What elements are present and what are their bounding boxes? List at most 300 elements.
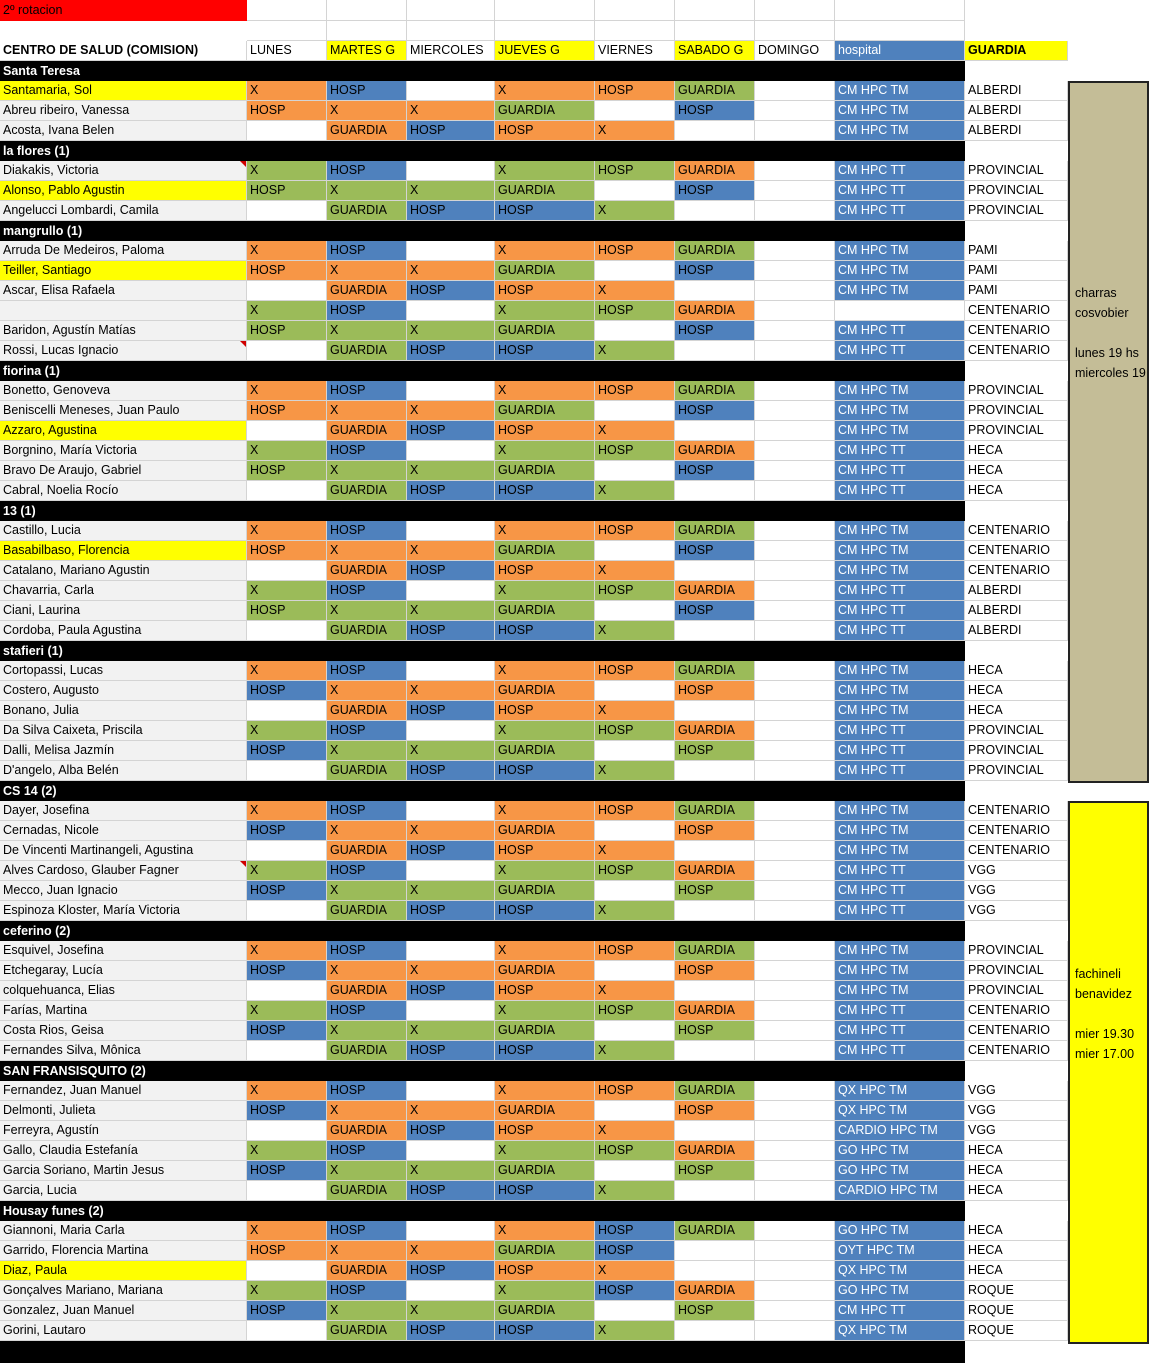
- day-cell-jueves[interactable]: [495, 1001, 595, 1021]
- day-cell-jueves[interactable]: [495, 441, 595, 461]
- guardia-cell[interactable]: [965, 721, 1068, 741]
- guardia-cell[interactable]: [965, 81, 1068, 101]
- day-cell-miercoles[interactable]: [407, 1101, 495, 1121]
- day-cell-domingo[interactable]: [755, 241, 835, 261]
- day-cell-sabado[interactable]: [675, 301, 755, 321]
- day-cell-jueves[interactable]: [495, 1121, 595, 1141]
- day-cell-jueves[interactable]: [495, 581, 595, 601]
- day-cell-jueves[interactable]: [495, 301, 595, 321]
- day-cell-viernes[interactable]: [595, 941, 675, 961]
- day-cell-jueves[interactable]: [495, 861, 595, 881]
- day-cell-domingo[interactable]: [755, 1161, 835, 1181]
- guardia-cell[interactable]: [965, 681, 1068, 701]
- day-cell-lunes[interactable]: [247, 681, 327, 701]
- day-cell-miercoles[interactable]: [407, 421, 495, 441]
- day-cell-domingo[interactable]: [755, 901, 835, 921]
- day-cell-miercoles[interactable]: [407, 381, 495, 401]
- empty-cell[interactable]: [495, 0, 595, 21]
- day-cell-miercoles[interactable]: [407, 881, 495, 901]
- hospital-cell[interactable]: [835, 1181, 965, 1201]
- section-header[interactable]: [0, 1341, 965, 1363]
- day-cell-lunes[interactable]: [247, 1241, 327, 1261]
- name-cell[interactable]: [0, 961, 247, 981]
- hospital-cell[interactable]: [835, 861, 965, 881]
- name-cell[interactable]: [0, 381, 247, 401]
- day-cell-jueves[interactable]: [495, 981, 595, 1001]
- day-cell-viernes[interactable]: [595, 661, 675, 681]
- day-cell-lunes[interactable]: [247, 561, 327, 581]
- header-centro[interactable]: [0, 41, 247, 61]
- guardia-cell[interactable]: [965, 441, 1068, 461]
- day-cell-domingo[interactable]: [755, 1021, 835, 1041]
- hospital-cell[interactable]: [835, 261, 965, 281]
- day-cell-miercoles[interactable]: [407, 121, 495, 141]
- day-cell-lunes[interactable]: [247, 1021, 327, 1041]
- empty-cell[interactable]: [247, 0, 327, 21]
- day-cell-viernes[interactable]: [595, 321, 675, 341]
- day-cell-domingo[interactable]: [755, 181, 835, 201]
- hospital-cell[interactable]: [835, 661, 965, 681]
- day-cell-jueves[interactable]: [495, 281, 595, 301]
- day-cell-sabado[interactable]: [675, 1221, 755, 1241]
- hospital-cell[interactable]: [835, 621, 965, 641]
- day-cell-domingo[interactable]: [755, 861, 835, 881]
- day-cell-miercoles[interactable]: [407, 561, 495, 581]
- hospital-cell[interactable]: [835, 541, 965, 561]
- day-cell-miercoles[interactable]: [407, 961, 495, 981]
- day-cell-martes[interactable]: [327, 741, 407, 761]
- hospital-cell[interactable]: [835, 721, 965, 741]
- day-cell-martes[interactable]: [327, 1241, 407, 1261]
- day-cell-domingo[interactable]: [755, 701, 835, 721]
- name-cell[interactable]: [0, 941, 247, 961]
- day-cell-jueves[interactable]: [495, 681, 595, 701]
- guardia-cell[interactable]: [965, 761, 1068, 781]
- day-cell-viernes[interactable]: [595, 181, 675, 201]
- hospital-cell[interactable]: [835, 241, 965, 261]
- day-cell-jueves[interactable]: [495, 701, 595, 721]
- day-cell-martes[interactable]: [327, 601, 407, 621]
- hospital-cell[interactable]: [835, 321, 965, 341]
- day-cell-jueves[interactable]: [495, 1301, 595, 1321]
- day-cell-martes[interactable]: [327, 581, 407, 601]
- guardia-cell[interactable]: [965, 541, 1068, 561]
- guardia-cell[interactable]: [965, 601, 1068, 621]
- name-cell[interactable]: [0, 621, 247, 641]
- day-cell-miercoles[interactable]: [407, 981, 495, 1001]
- hospital-cell[interactable]: [835, 481, 965, 501]
- day-cell-jueves[interactable]: [495, 321, 595, 341]
- name-cell[interactable]: [0, 1101, 247, 1121]
- day-cell-miercoles[interactable]: [407, 661, 495, 681]
- day-cell-martes[interactable]: [327, 521, 407, 541]
- day-cell-domingo[interactable]: [755, 1241, 835, 1261]
- day-cell-martes[interactable]: [327, 201, 407, 221]
- day-cell-martes[interactable]: [327, 1081, 407, 1101]
- day-cell-sabado[interactable]: [675, 121, 755, 141]
- header-viernes[interactable]: [595, 41, 675, 61]
- day-cell-miercoles[interactable]: [407, 861, 495, 881]
- day-cell-domingo[interactable]: [755, 281, 835, 301]
- day-cell-sabado[interactable]: [675, 241, 755, 261]
- day-cell-viernes[interactable]: [595, 401, 675, 421]
- day-cell-viernes[interactable]: [595, 1001, 675, 1021]
- guardia-cell[interactable]: [965, 101, 1068, 121]
- guardia-cell[interactable]: [965, 241, 1068, 261]
- guardia-cell[interactable]: [965, 901, 1068, 921]
- hospital-cell[interactable]: [835, 161, 965, 181]
- day-cell-jueves[interactable]: [495, 101, 595, 121]
- day-cell-sabado[interactable]: [675, 1181, 755, 1201]
- empty-cell[interactable]: [327, 21, 407, 41]
- day-cell-lunes[interactable]: [247, 941, 327, 961]
- hospital-cell[interactable]: [835, 941, 965, 961]
- day-cell-sabado[interactable]: [675, 281, 755, 301]
- name-cell[interactable]: [0, 301, 247, 321]
- day-cell-lunes[interactable]: [247, 1081, 327, 1101]
- day-cell-martes[interactable]: [327, 621, 407, 641]
- day-cell-domingo[interactable]: [755, 261, 835, 281]
- day-cell-jueves[interactable]: [495, 541, 595, 561]
- hospital-cell[interactable]: [835, 1121, 965, 1141]
- day-cell-lunes[interactable]: [247, 441, 327, 461]
- day-cell-miercoles[interactable]: [407, 941, 495, 961]
- hospital-cell[interactable]: [835, 761, 965, 781]
- day-cell-lunes[interactable]: [247, 1321, 327, 1341]
- day-cell-lunes[interactable]: [247, 1001, 327, 1021]
- day-cell-sabado[interactable]: [675, 1101, 755, 1121]
- hospital-cell[interactable]: [835, 1101, 965, 1121]
- section-header[interactable]: [0, 641, 965, 661]
- name-cell[interactable]: [0, 1181, 247, 1201]
- name-cell[interactable]: [0, 201, 247, 221]
- day-cell-miercoles[interactable]: [407, 1041, 495, 1061]
- day-cell-martes[interactable]: [327, 1001, 407, 1021]
- day-cell-martes[interactable]: [327, 701, 407, 721]
- hospital-cell[interactable]: [835, 821, 965, 841]
- day-cell-viernes[interactable]: [595, 601, 675, 621]
- day-cell-sabado[interactable]: [675, 261, 755, 281]
- day-cell-lunes[interactable]: [247, 181, 327, 201]
- day-cell-miercoles[interactable]: [407, 441, 495, 461]
- hospital-cell[interactable]: [835, 1321, 965, 1341]
- guardia-cell[interactable]: [965, 561, 1068, 581]
- day-cell-viernes[interactable]: [595, 761, 675, 781]
- day-cell-miercoles[interactable]: [407, 281, 495, 301]
- day-cell-sabado[interactable]: [675, 421, 755, 441]
- day-cell-miercoles[interactable]: [407, 1261, 495, 1281]
- day-cell-jueves[interactable]: [495, 721, 595, 741]
- day-cell-sabado[interactable]: [675, 1141, 755, 1161]
- day-cell-miercoles[interactable]: [407, 461, 495, 481]
- guardia-cell[interactable]: [965, 621, 1068, 641]
- comment-flag-icon[interactable]: [240, 341, 246, 347]
- day-cell-sabado[interactable]: [675, 981, 755, 1001]
- name-cell[interactable]: [0, 681, 247, 701]
- day-cell-sabado[interactable]: [675, 761, 755, 781]
- day-cell-lunes[interactable]: [247, 281, 327, 301]
- day-cell-sabado[interactable]: [675, 101, 755, 121]
- guardia-cell[interactable]: [965, 661, 1068, 681]
- day-cell-domingo[interactable]: [755, 1101, 835, 1121]
- guardia-cell[interactable]: [965, 201, 1068, 221]
- name-cell[interactable]: [0, 281, 247, 301]
- day-cell-miercoles[interactable]: [407, 341, 495, 361]
- header-jueves[interactable]: [495, 41, 595, 61]
- day-cell-martes[interactable]: [327, 1141, 407, 1161]
- day-cell-martes[interactable]: [327, 1041, 407, 1061]
- day-cell-sabado[interactable]: [675, 381, 755, 401]
- day-cell-viernes[interactable]: [595, 1021, 675, 1041]
- day-cell-miercoles[interactable]: [407, 1321, 495, 1341]
- name-cell[interactable]: [0, 761, 247, 781]
- day-cell-sabado[interactable]: [675, 461, 755, 481]
- day-cell-miercoles[interactable]: [407, 481, 495, 501]
- day-cell-lunes[interactable]: [247, 1301, 327, 1321]
- name-cell[interactable]: [0, 1281, 247, 1301]
- day-cell-jueves[interactable]: [495, 1041, 595, 1061]
- day-cell-miercoles[interactable]: [407, 1281, 495, 1301]
- day-cell-viernes[interactable]: [595, 981, 675, 1001]
- day-cell-martes[interactable]: [327, 821, 407, 841]
- day-cell-viernes[interactable]: [595, 1181, 675, 1201]
- section-header[interactable]: [0, 361, 965, 381]
- day-cell-miercoles[interactable]: [407, 721, 495, 741]
- day-cell-viernes[interactable]: [595, 1241, 675, 1261]
- guardia-cell[interactable]: [965, 961, 1068, 981]
- guardia-cell[interactable]: [965, 1141, 1068, 1161]
- day-cell-lunes[interactable]: [247, 321, 327, 341]
- day-cell-sabado[interactable]: [675, 321, 755, 341]
- day-cell-jueves[interactable]: [495, 1101, 595, 1121]
- day-cell-sabado[interactable]: [675, 1081, 755, 1101]
- day-cell-jueves[interactable]: [495, 621, 595, 641]
- day-cell-domingo[interactable]: [755, 941, 835, 961]
- hospital-cell[interactable]: [835, 1281, 965, 1301]
- day-cell-jueves[interactable]: [495, 521, 595, 541]
- day-cell-sabado[interactable]: [675, 661, 755, 681]
- day-cell-jueves[interactable]: [495, 1221, 595, 1241]
- day-cell-miercoles[interactable]: [407, 761, 495, 781]
- name-cell[interactable]: [0, 1321, 247, 1341]
- day-cell-sabado[interactable]: [675, 701, 755, 721]
- name-cell[interactable]: [0, 1221, 247, 1241]
- day-cell-sabado[interactable]: [675, 581, 755, 601]
- day-cell-sabado[interactable]: [675, 841, 755, 861]
- hospital-cell[interactable]: [835, 561, 965, 581]
- name-cell[interactable]: [0, 981, 247, 1001]
- empty-cell[interactable]: [327, 0, 407, 21]
- name-cell[interactable]: [0, 321, 247, 341]
- day-cell-sabado[interactable]: [675, 1261, 755, 1281]
- name-cell[interactable]: [0, 1141, 247, 1161]
- day-cell-viernes[interactable]: [595, 861, 675, 881]
- day-cell-lunes[interactable]: [247, 761, 327, 781]
- day-cell-martes[interactable]: [327, 661, 407, 681]
- day-cell-domingo[interactable]: [755, 881, 835, 901]
- day-cell-viernes[interactable]: [595, 301, 675, 321]
- day-cell-martes[interactable]: [327, 461, 407, 481]
- guardia-cell[interactable]: [965, 1301, 1068, 1321]
- hospital-cell[interactable]: [835, 1081, 965, 1101]
- day-cell-viernes[interactable]: [595, 201, 675, 221]
- name-cell[interactable]: [0, 1021, 247, 1041]
- comment-flag-icon[interactable]: [240, 861, 246, 867]
- day-cell-lunes[interactable]: [247, 161, 327, 181]
- day-cell-lunes[interactable]: [247, 121, 327, 141]
- hospital-cell[interactable]: [835, 341, 965, 361]
- day-cell-lunes[interactable]: [247, 741, 327, 761]
- day-cell-martes[interactable]: [327, 681, 407, 701]
- day-cell-jueves[interactable]: [495, 1281, 595, 1301]
- hospital-cell[interactable]: [835, 981, 965, 1001]
- day-cell-lunes[interactable]: [247, 1181, 327, 1201]
- day-cell-jueves[interactable]: [495, 421, 595, 441]
- name-cell[interactable]: [0, 121, 247, 141]
- day-cell-domingo[interactable]: [755, 961, 835, 981]
- name-cell[interactable]: [0, 561, 247, 581]
- day-cell-martes[interactable]: [327, 1281, 407, 1301]
- day-cell-domingo[interactable]: [755, 461, 835, 481]
- section-header[interactable]: [0, 501, 965, 521]
- day-cell-jueves[interactable]: [495, 461, 595, 481]
- day-cell-sabado[interactable]: [675, 1161, 755, 1181]
- guardia-cell[interactable]: [965, 1161, 1068, 1181]
- day-cell-domingo[interactable]: [755, 621, 835, 641]
- day-cell-miercoles[interactable]: [407, 741, 495, 761]
- day-cell-miercoles[interactable]: [407, 1241, 495, 1261]
- hospital-cell[interactable]: [835, 741, 965, 761]
- empty-cell[interactable]: [247, 21, 327, 41]
- day-cell-jueves[interactable]: [495, 881, 595, 901]
- day-cell-viernes[interactable]: [595, 881, 675, 901]
- day-cell-lunes[interactable]: [247, 481, 327, 501]
- day-cell-viernes[interactable]: [595, 1101, 675, 1121]
- name-cell[interactable]: [0, 81, 247, 101]
- day-cell-viernes[interactable]: [595, 1121, 675, 1141]
- day-cell-domingo[interactable]: [755, 521, 835, 541]
- guardia-cell[interactable]: [965, 461, 1068, 481]
- day-cell-viernes[interactable]: [595, 581, 675, 601]
- day-cell-jueves[interactable]: [495, 261, 595, 281]
- day-cell-sabado[interactable]: [675, 561, 755, 581]
- day-cell-lunes[interactable]: [247, 1261, 327, 1281]
- day-cell-viernes[interactable]: [595, 721, 675, 741]
- day-cell-miercoles[interactable]: [407, 301, 495, 321]
- day-cell-sabado[interactable]: [675, 1241, 755, 1261]
- day-cell-martes[interactable]: [327, 841, 407, 861]
- empty-cell[interactable]: [595, 0, 675, 21]
- day-cell-lunes[interactable]: [247, 1041, 327, 1061]
- hospital-cell[interactable]: [835, 421, 965, 441]
- day-cell-lunes[interactable]: [247, 521, 327, 541]
- day-cell-martes[interactable]: [327, 1261, 407, 1281]
- day-cell-lunes[interactable]: [247, 401, 327, 421]
- hospital-cell[interactable]: [835, 381, 965, 401]
- day-cell-jueves[interactable]: [495, 201, 595, 221]
- day-cell-domingo[interactable]: [755, 1261, 835, 1281]
- day-cell-lunes[interactable]: [247, 201, 327, 221]
- day-cell-sabado[interactable]: [675, 941, 755, 961]
- header-miercoles[interactable]: [407, 41, 495, 61]
- day-cell-viernes[interactable]: [595, 481, 675, 501]
- hospital-cell[interactable]: [835, 1021, 965, 1041]
- hospital-cell[interactable]: [835, 1001, 965, 1021]
- day-cell-sabado[interactable]: [675, 821, 755, 841]
- hospital-cell[interactable]: [835, 1241, 965, 1261]
- section-header[interactable]: [0, 141, 965, 161]
- guardia-cell[interactable]: [965, 741, 1068, 761]
- header-guardia[interactable]: [965, 41, 1068, 61]
- day-cell-jueves[interactable]: [495, 81, 595, 101]
- name-cell[interactable]: [0, 881, 247, 901]
- day-cell-lunes[interactable]: [247, 981, 327, 1001]
- day-cell-jueves[interactable]: [495, 161, 595, 181]
- empty-cell[interactable]: [755, 21, 835, 41]
- guardia-cell[interactable]: [965, 161, 1068, 181]
- day-cell-martes[interactable]: [327, 801, 407, 821]
- day-cell-lunes[interactable]: [247, 541, 327, 561]
- name-cell[interactable]: [0, 661, 247, 681]
- day-cell-miercoles[interactable]: [407, 161, 495, 181]
- day-cell-martes[interactable]: [327, 441, 407, 461]
- day-cell-martes[interactable]: [327, 281, 407, 301]
- guardia-cell[interactable]: [965, 841, 1068, 861]
- guardia-cell[interactable]: [965, 421, 1068, 441]
- day-cell-miercoles[interactable]: [407, 901, 495, 921]
- day-cell-sabado[interactable]: [675, 741, 755, 761]
- day-cell-martes[interactable]: [327, 761, 407, 781]
- hospital-cell[interactable]: [835, 901, 965, 921]
- day-cell-martes[interactable]: [327, 1101, 407, 1121]
- day-cell-lunes[interactable]: [247, 821, 327, 841]
- day-cell-lunes[interactable]: [247, 261, 327, 281]
- hospital-cell[interactable]: [835, 521, 965, 541]
- day-cell-martes[interactable]: [327, 421, 407, 441]
- guardia-cell[interactable]: [965, 1081, 1068, 1101]
- hospital-cell[interactable]: [835, 181, 965, 201]
- name-cell[interactable]: [0, 721, 247, 741]
- hospital-cell[interactable]: [835, 1041, 965, 1061]
- day-cell-miercoles[interactable]: [407, 1141, 495, 1161]
- day-cell-lunes[interactable]: [247, 581, 327, 601]
- day-cell-domingo[interactable]: [755, 321, 835, 341]
- name-cell[interactable]: [0, 441, 247, 461]
- day-cell-sabado[interactable]: [675, 481, 755, 501]
- name-cell[interactable]: [0, 1161, 247, 1181]
- name-cell[interactable]: [0, 901, 247, 921]
- name-cell[interactable]: [0, 241, 247, 261]
- day-cell-sabado[interactable]: [675, 901, 755, 921]
- day-cell-viernes[interactable]: [595, 121, 675, 141]
- name-cell[interactable]: [0, 1121, 247, 1141]
- day-cell-miercoles[interactable]: [407, 1221, 495, 1241]
- guardia-cell[interactable]: [965, 521, 1068, 541]
- name-cell[interactable]: [0, 821, 247, 841]
- hospital-cell[interactable]: [835, 701, 965, 721]
- name-cell[interactable]: [0, 401, 247, 421]
- day-cell-martes[interactable]: [327, 1121, 407, 1141]
- guardia-cell[interactable]: [965, 1041, 1068, 1061]
- hospital-cell[interactable]: [835, 1161, 965, 1181]
- empty-cell[interactable]: [495, 21, 595, 41]
- name-cell[interactable]: [0, 1261, 247, 1281]
- day-cell-sabado[interactable]: [675, 881, 755, 901]
- day-cell-jueves[interactable]: [495, 561, 595, 581]
- day-cell-viernes[interactable]: [595, 1261, 675, 1281]
- guardia-cell[interactable]: [965, 881, 1068, 901]
- day-cell-martes[interactable]: [327, 341, 407, 361]
